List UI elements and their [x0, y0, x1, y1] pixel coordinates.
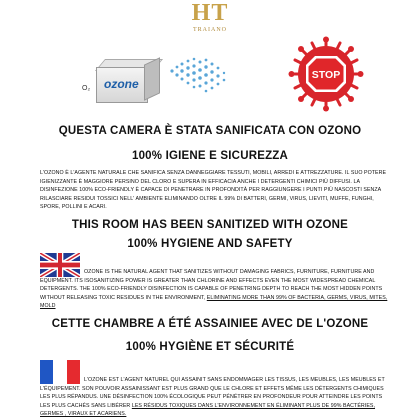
- english-title: THIS ROOM HAS BEEN SANITIZED WITH OZONE: [71, 219, 349, 231]
- french-body-underlined: LES RÉSIDUS TOXIQUES DANS L'ENVIRONNEMENT EN ÉLIMINANT PLUS DE 99% BACTÉRIES, GERMES , VIRAUX ET ACARIENS.: [40, 402, 376, 418]
- ozone-mist-illustration: [168, 55, 228, 103]
- stop-text: STOP: [311, 69, 341, 81]
- stop-virus-icon: [288, 36, 364, 112]
- french-subtitle: 100% HYGIÈNE ET SÉCURITÉ: [125, 341, 295, 353]
- logo-mark: HT: [191, 0, 229, 26]
- o2-label: O₂: [82, 85, 91, 92]
- unit-label: ozone: [104, 77, 139, 91]
- french-title: CETTE CHAMBRE A ÉTÉ ASSAINIEE AVEC DE L'OZONE: [51, 318, 369, 330]
- italian-body: L'OZONO È L'AGENTE NATURALE CHE SANIFICA SENZA DANNEGGIARE TESSUTI, MOBILI, ARREDI E ATTREZZATURE. IL SUO POTERE IGIENIZZANTE È MAGGIORE PERSINO DEL CLORO E SUPERA IN EFFICACIA ANCHE I DETERGENTI CHIMICI PIÙ DIFFUSI. LA DISINFEZIONE 100% ECO-FRIENDLY È CAPACE DI PENETRARE IN PROFONDITÀ PER RAGGIUNGERE I PUNTI PIÙ NASCOSTI SENZA RILASCIARE RESIDUI TOSSICI NELL' AMBIENTE ELIMINANDO OLTRE IL 99% DI BATTERI, GERMI, VIRUS, LIEVITI, MUFFE, FUNGHI, SPORE, POLLINI E ACARI.: [40, 170, 387, 211]
- unit-side: [144, 57, 160, 100]
- english-body-text: OZONE IS THE NATURAL AGENT THAT SANITIZES WITHOUT DAMAGING FABRICS, FURNITURE, FURNITURE AND EQUIPMENT. ITS ISOSANITIZING POWER IS GREATER THAN CHLORINE AND EFFECTS EVEN THE MOST WIDESPREAD CHEMICAL DETERGENTS. THE 100% ECO-FRIENDLY DISINFECTION IS CAPABLE OF PENETRING DEPTH TO REACH THE MOST HIDDEN POINTS WITHOUT RELEASING TOXIC RESIDUES IN THE ENVIRONMENT,: [40, 269, 383, 301]
- italian-title: QUESTA CAMERA È STATA SANIFICATA CON OZONO: [58, 125, 362, 137]
- english-body: [40, 268, 390, 311]
- ozone-generator-illustration: [78, 55, 162, 109]
- italian-subtitle: 100% IGIENE E SICUREZZA: [131, 150, 289, 162]
- french-body-text: L'OZONE EST L'AGENT NATUREL QUI ASSAINIT SANS ENDOMMAGER LES TISSUS, LES MEUBLES, LES MEUBLES ET L'ÉQUIPEMENT. SON POUVOIR ASSAINISSANT EST PLUS GRAND QUE LE CHLORE ET EFFETS MÊME LES DÉTERGENTS CHIMIQUES LES PLUS RÉPANDUS. UNE DÉSINFECTION 100% ÉCOLOGIQUE PEUT PÉNÉTRER EN PROFONDEUR POUR ATTEINDRE LES POINTS LES PLUS CACHÉS SANS LIBÉRER: [40, 377, 385, 409]
- french-body: [40, 376, 390, 419]
- english-subtitle: 100% HYGIENE AND SAFETY: [127, 238, 293, 250]
- english-body-underlined: ELIMINATING MORE THAN 99% OF BACTERIA, GERMS, VIRUS, MITES, MOLD: [40, 294, 388, 310]
- logo-name: TRAIANO: [193, 27, 227, 33]
- brand-logo: [183, 0, 237, 38]
